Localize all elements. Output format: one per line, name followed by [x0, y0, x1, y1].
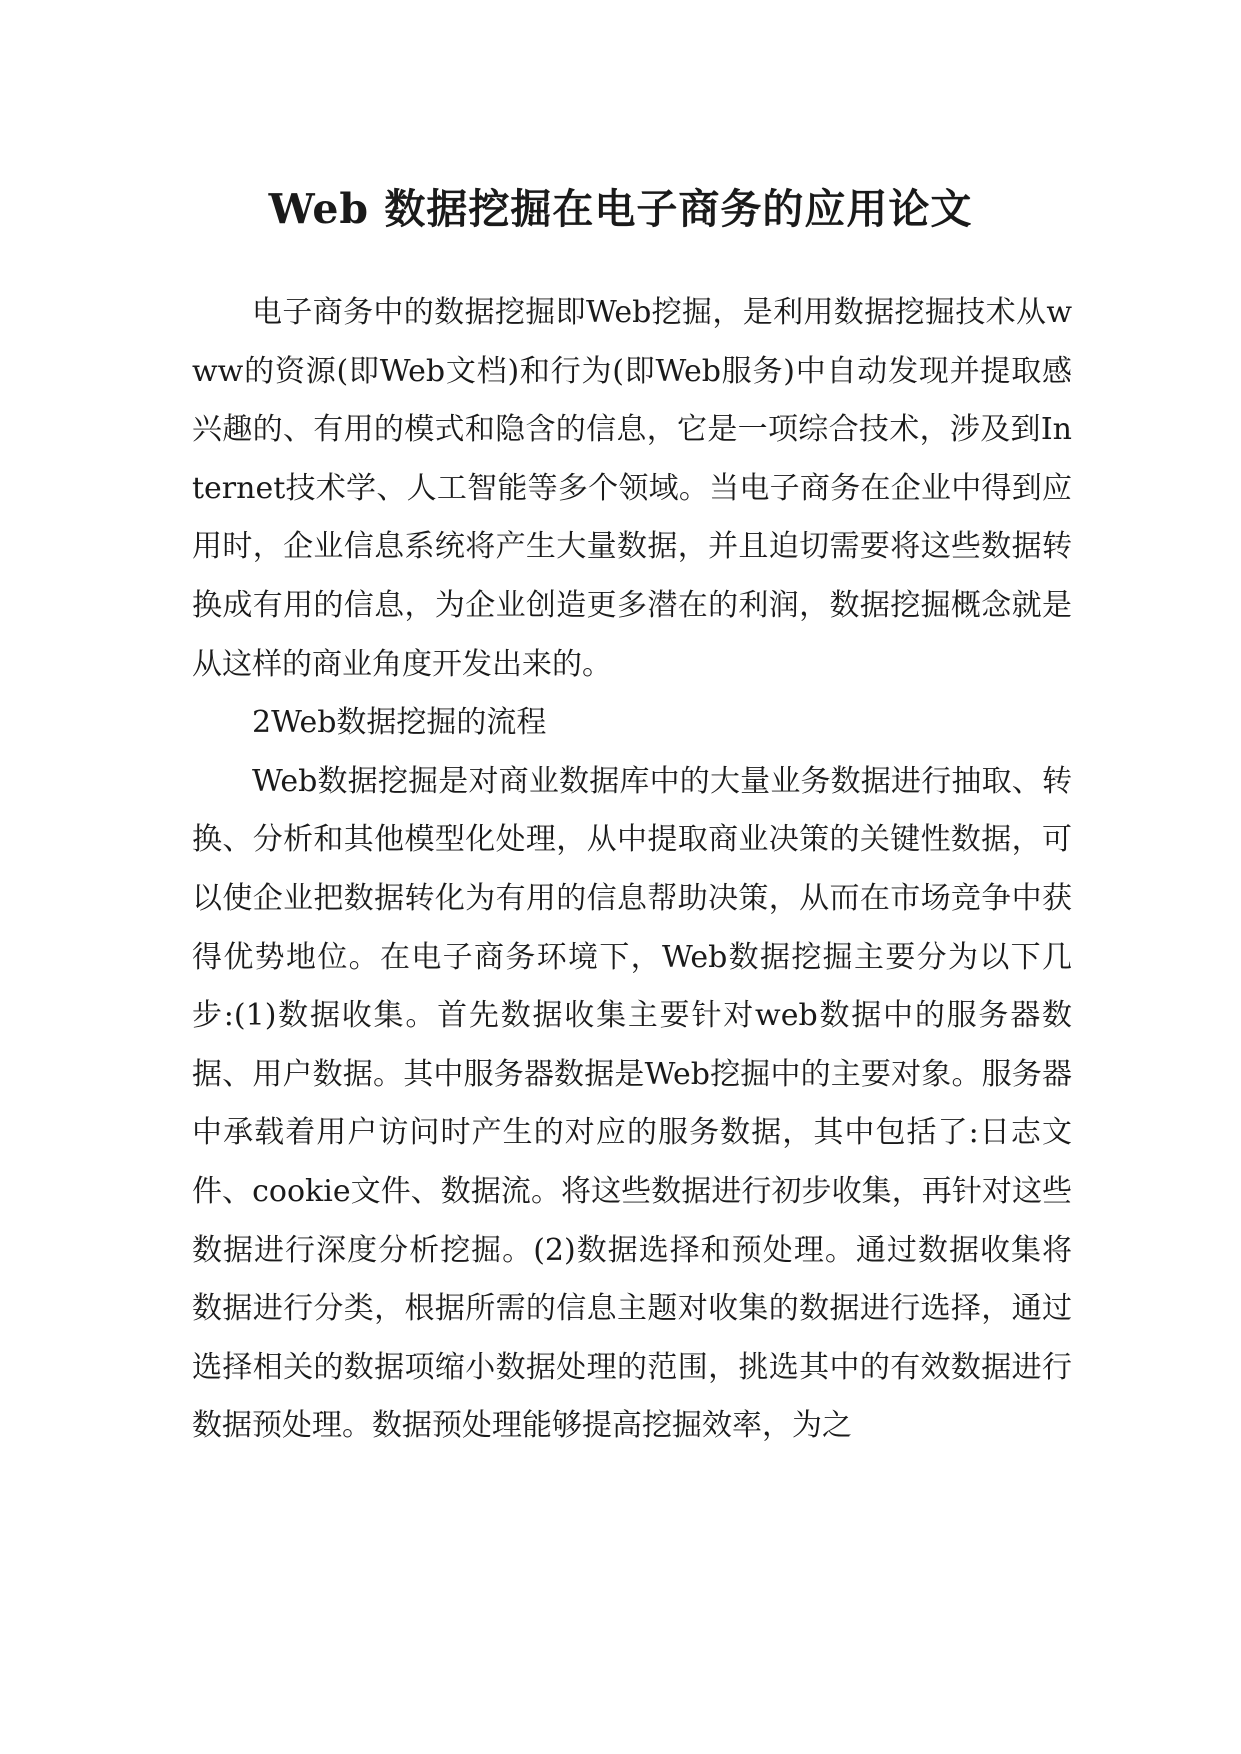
document-title: Web 数据挖掘在电子商务的应用论文 [268, 185, 973, 234]
paragraph-intro: 电子商务中的数据挖掘即Web挖掘，是利用数据挖掘技术从www的资源(即Web文档)和行为(即Web服务)中自动发现并提取感兴趣的、有用的模式和隐含的信息，它是一项综合技术，涉及到Internet技术学、人工智能等多个领域。当电子商务在企业中得到应用时，企业信息系统将产生大量数据，并且迫切需要将这些数据转换成有用的信息，为企业创造更多潜在的利润，数据挖掘概念就是从这样的商业角度开发出来的。 [192, 295, 1072, 682]
document-body [192, 284, 1072, 1456]
section-heading-web-mining-process: 2Web数据挖掘的流程 [252, 705, 547, 741]
paragraph-web-mining-process: Web数据挖掘是对商业数据库中的大量业务数据进行抽取、转换、分析和其他模型化处理，从中提取商业决策的关键性数据，可以使企业把数据转化为有用的信息帮助决策，从而在市场竞争中获得优势地位。在电子商务环境下，Web数据挖掘主要分为以下几步:(1)数据收集。首先数据收集主要针对web数据中的服务器数据、用户数据。其中服务器数据是Web挖掘中的主要对象。服务器中承载着用户访问时产生的对应的服务数据，其中包括了:日志文件、cookie文件、数据流。将这些数据进行初步收集，再针对这些数据进行深度分析挖掘。(2)数据选择和预处理。通过数据收集将数据进行分类，根据所需的信息主题对收集的数据进行选择，通过选择相关的数据项缩小数据处理的范围，挑选其中的有效数据进行数据预处理。数据预处理能够提高挖掘效率，为之 [192, 763, 1072, 1444]
